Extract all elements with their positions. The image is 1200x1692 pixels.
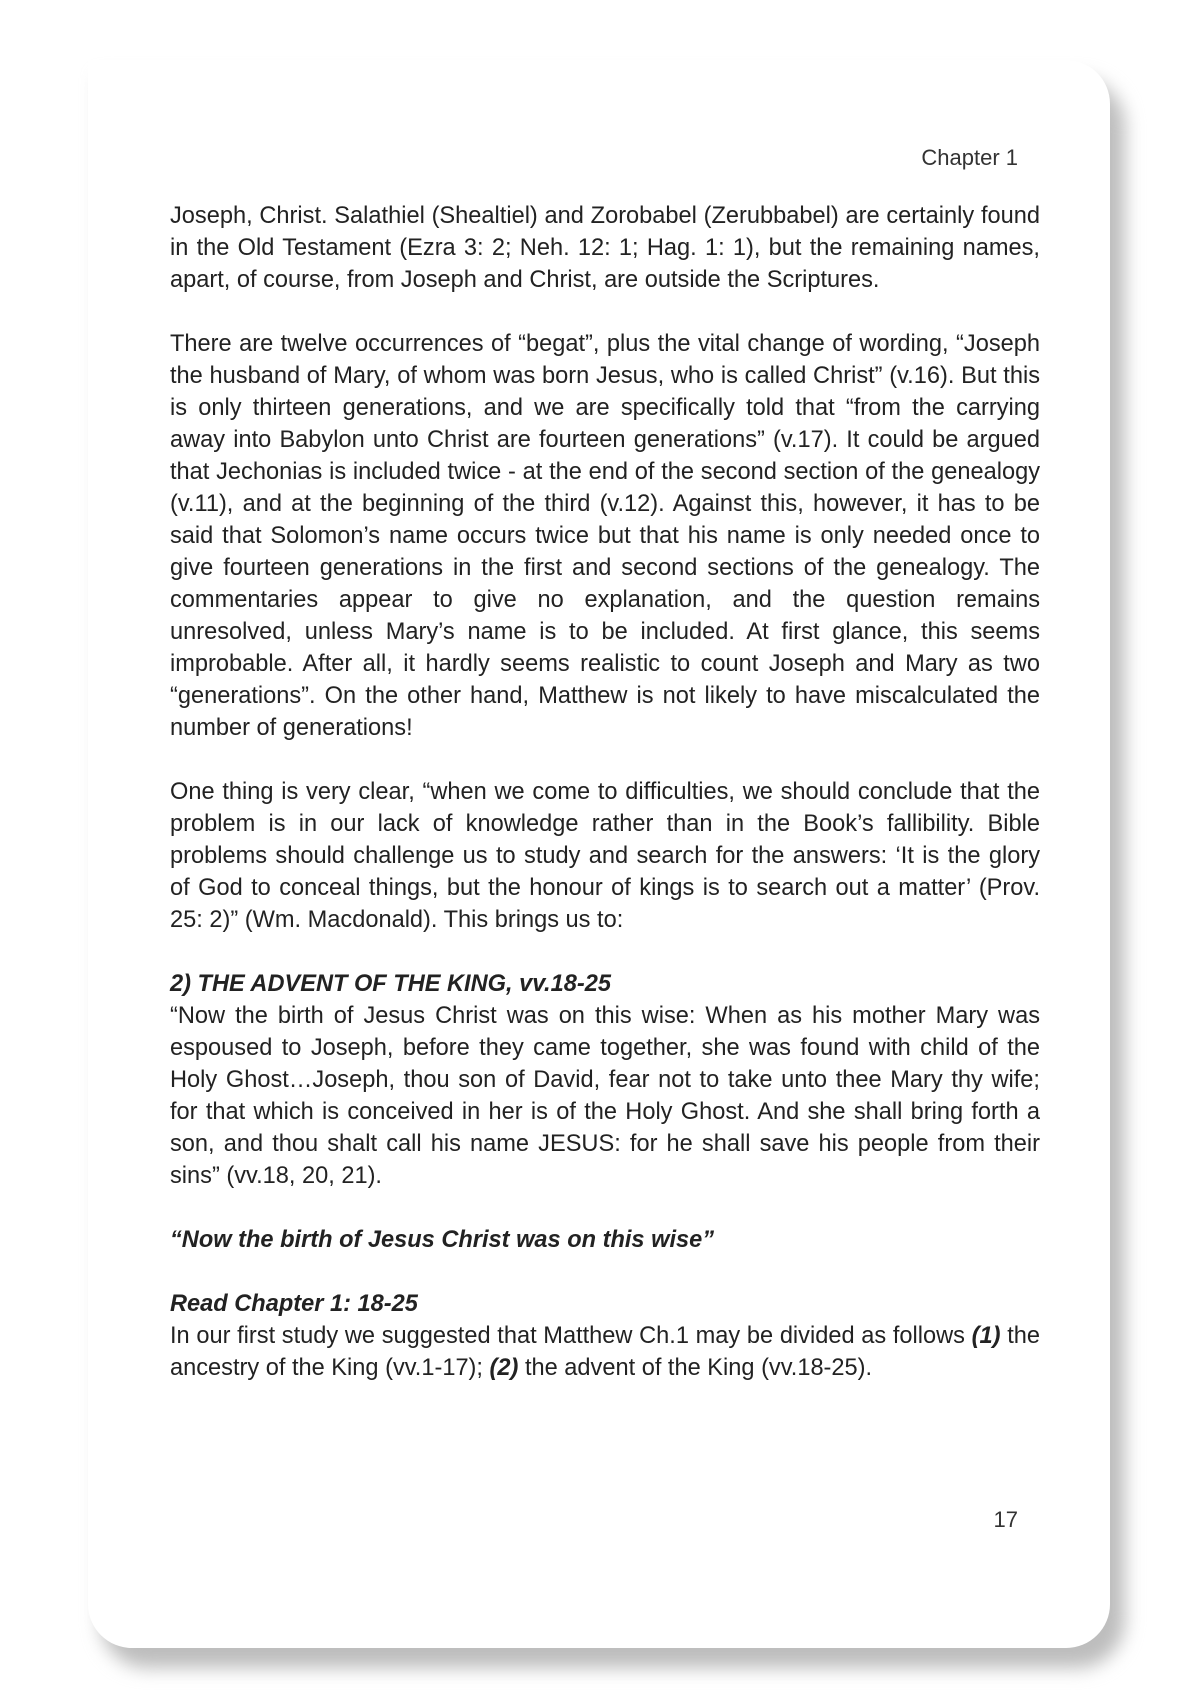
section-heading: 2) THE ADVENT OF THE KING, vv.18-25	[170, 971, 611, 997]
paragraph-2: There are twelve occurrences of “begat”, plus the vital change of wording, “Joseph the husband of Mary, of whom was born Jesus, who is called Christ” (v.16). But this is only thirteen generations, and we are specifically told that “from the carrying away into Babylon unto Christ are fourteen generations” (v.17). It could be argued that Jechonias is included twice - at the end of the second section of the genealogy (v.11), and at the beginning of the third (v.12). Against this, however, it has to be said that Solomon’s name occurs twice but that his name is only needed once to give fourteen generations in the first and second sections of the genealogy. The commentaries appear to give no explanation, and the question remains unresolved, unless Mary’s name is to be included. At first glance, this seems improbable. After all, it hardly seems realistic to count Joseph and Mary as two “generations”. On the other hand, Matthew is not likely to have miscalculated the number of generations!	[170, 331, 1040, 741]
division-text-1: the ancestry of the King (vv.1-17);	[170, 1323, 1040, 1381]
section-block	[170, 968, 1040, 1192]
paragraph-3: One thing is very clear, “when we come to difficulties, we should conclude that the problem is in our lack of knowledge rather than in the Book’s fallibility. Bible problems should challenge us to study and search for the answers: ‘It is the glory of God to conceal things, but the honour of kings is to search out a matter’ (Prov. 25: 2)” (Wm. Macdonald). This brings us to:	[170, 779, 1040, 933]
subheading: “Now the birth of Jesus Christ was on this wise”	[170, 1227, 715, 1253]
running-head: Chapter 1	[921, 145, 1018, 170]
book-page	[88, 60, 1110, 1648]
read-block	[170, 1288, 1040, 1384]
read-heading: Read Chapter 1: 18-25	[170, 1291, 418, 1317]
division-text-2: the advent of the King (vv.18-25).	[524, 1355, 873, 1381]
division-number-2: (2)	[489, 1355, 519, 1381]
scripture-quote: “Now the birth of Jesus Christ was on this wise: When as his mother Mary was espoused to Joseph, before they came together, she was found with child of the Holy Ghost…Joseph, thou son of David, fear not to take unto thee Mary thy wife; for that which is conceived in her is of the Holy Ghost. And she shall bring forth a son, and thou shalt call his name JESUS: for he shall save his people from their sins” (vv.18, 20, 21).	[170, 1003, 1040, 1189]
page-number: 17	[993, 1507, 1018, 1532]
division-number-1: (1)	[971, 1323, 1001, 1349]
page-body	[170, 200, 1040, 1416]
division-intro: In our first study we suggested that Matthew Ch.1 may be divided as follows	[170, 1323, 965, 1349]
paragraph-1: Joseph, Christ. Salathiel (Shealtiel) and Zorobabel (Zerubbabel) are certainly found in the Old Testament (Ezra 3: 2; Neh. 12: 1; Hag. 1: 1), but the remaining names, apart, of course, from Joseph and Christ, are outside the Scriptures.	[170, 203, 1040, 293]
